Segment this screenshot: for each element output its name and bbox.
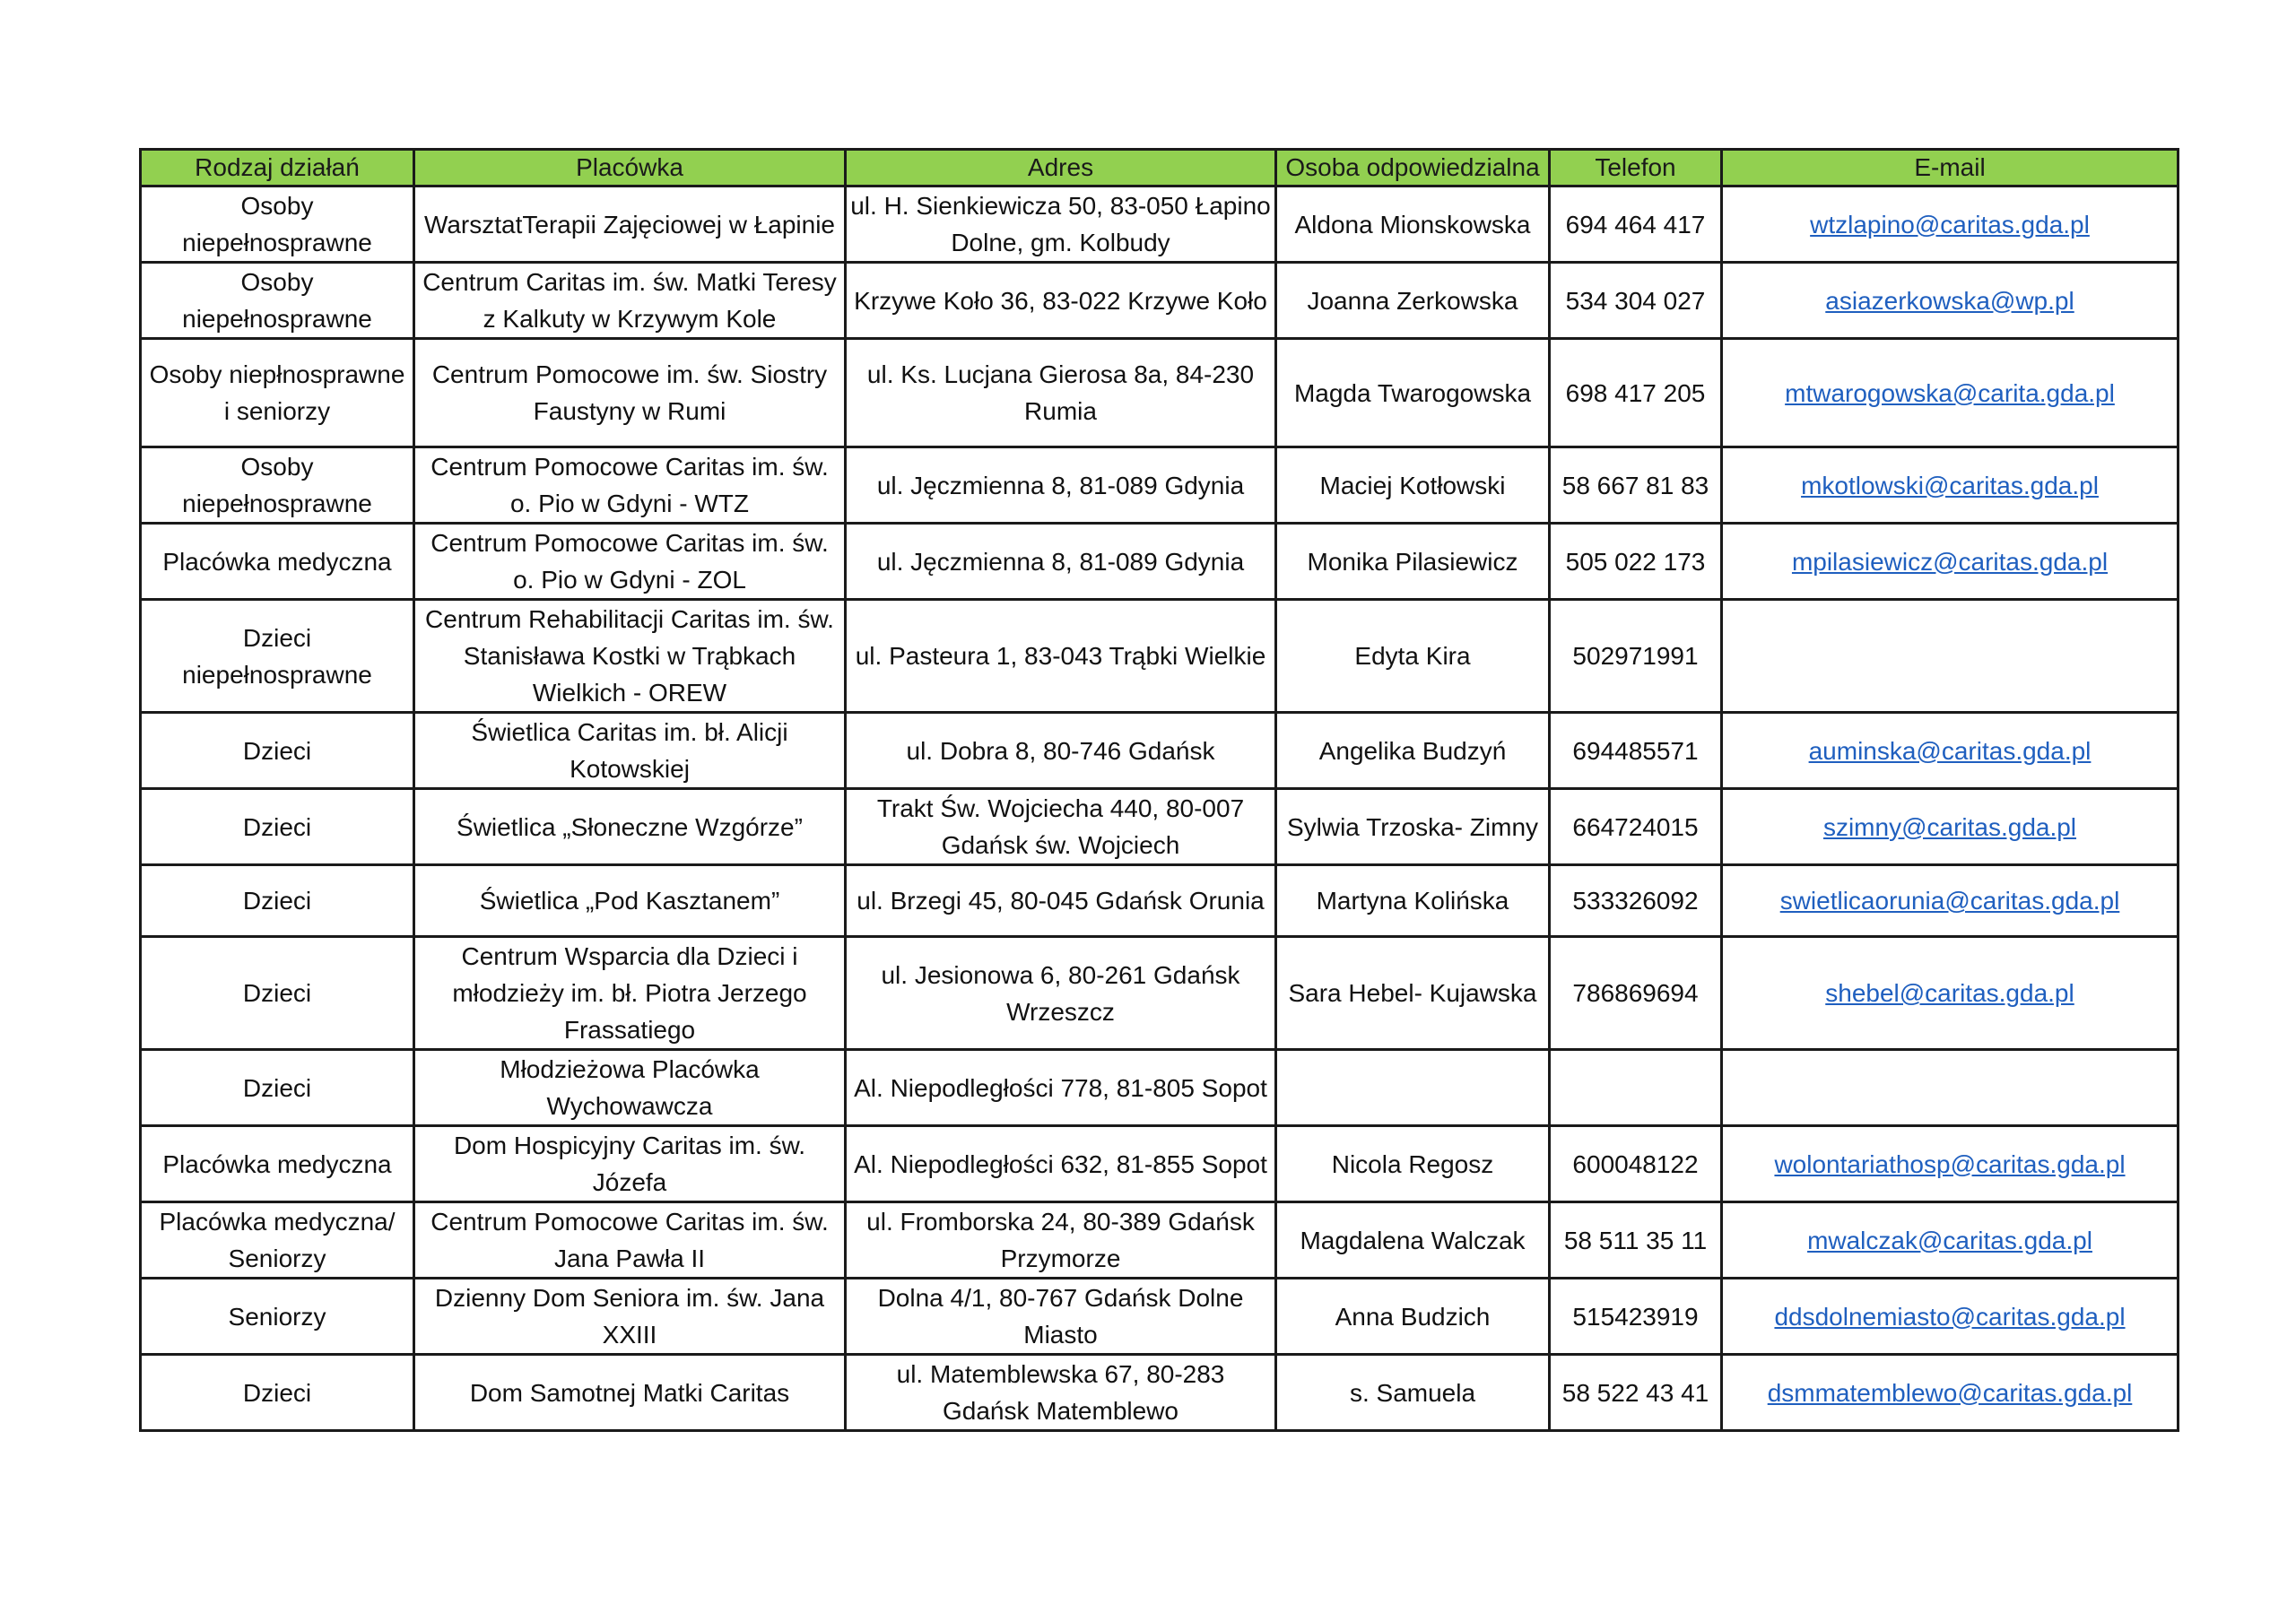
cell-placowka: Centrum Pomocowe im. św. Siostry Faustyny w Rumi bbox=[414, 339, 846, 447]
cell-rodzaj: Osoby niepełnosprawne bbox=[141, 186, 414, 263]
cell-osoba: Aldona Mionskowska bbox=[1276, 186, 1550, 263]
table-row bbox=[141, 1355, 2179, 1431]
email-link[interactable]: mkotlowski@caritas.gda.pl bbox=[1801, 471, 2099, 499]
cell-placowka: Centrum Pomocowe Caritas im. św. Jana Pawła II bbox=[414, 1202, 846, 1279]
cell-rodzaj: Dzieci bbox=[141, 1050, 414, 1126]
cell-telefon: 58 522 43 41 bbox=[1550, 1355, 1722, 1431]
cell-adres: ul. Jęczmienna 8, 81-089 Gdynia bbox=[846, 447, 1276, 524]
table-row bbox=[141, 937, 2179, 1050]
cell-telefon: 58 511 35 11 bbox=[1550, 1202, 1722, 1279]
cell-rodzaj: Seniorzy bbox=[141, 1279, 414, 1355]
cell-rodzaj: Dzieci bbox=[141, 865, 414, 937]
cell-telefon: 698 417 205 bbox=[1550, 339, 1722, 447]
cell-email bbox=[1722, 1202, 2179, 1279]
cell-telefon: 694 464 417 bbox=[1550, 186, 1722, 263]
cell-placowka: Dzienny Dom Seniora im. św. Jana XXIII bbox=[414, 1279, 846, 1355]
table-row bbox=[141, 865, 2179, 937]
cell-rodzaj: Placówka medyczna/ Seniorzy bbox=[141, 1202, 414, 1279]
cell-adres: ul. Jęczmienna 8, 81-089 Gdynia bbox=[846, 524, 1276, 600]
cell-osoba: Nicola Regosz bbox=[1276, 1126, 1550, 1202]
header-osoba: Osoba odpowiedzialna bbox=[1276, 150, 1550, 186]
cell-email bbox=[1722, 447, 2179, 524]
cell-osoba bbox=[1276, 1050, 1550, 1126]
cell-osoba: Sara Hebel- Kujawska bbox=[1276, 937, 1550, 1050]
cell-placowka: Świetlica „Słoneczne Wzgórze” bbox=[414, 789, 846, 865]
cell-rodzaj: Dzieci niepełnosprawne bbox=[141, 600, 414, 713]
cell-telefon: 533326092 bbox=[1550, 865, 1722, 937]
cell-telefon bbox=[1550, 1050, 1722, 1126]
cell-osoba: Magdalena Walczak bbox=[1276, 1202, 1550, 1279]
cell-osoba: Martyna Kolińska bbox=[1276, 865, 1550, 937]
table-row bbox=[141, 713, 2179, 789]
cell-placowka: Młodzieżowa Placówka Wychowawcza bbox=[414, 1050, 846, 1126]
cell-email bbox=[1722, 186, 2179, 263]
table-row bbox=[141, 524, 2179, 600]
cell-osoba: s. Samuela bbox=[1276, 1355, 1550, 1431]
header-telefon: Telefon bbox=[1550, 150, 1722, 186]
email-link[interactable]: mpilasiewicz@caritas.gda.pl bbox=[1791, 547, 2109, 576]
email-link[interactable]: auminska@caritas.gda.pl bbox=[1808, 736, 2092, 765]
cell-rodzaj: Osoby niepłnosprawne i seniorzy bbox=[141, 339, 414, 447]
cell-adres: ul. H. Sienkiewicza 50, 83-050 Łapino Dolne, gm. Kolbudy bbox=[846, 186, 1276, 263]
cell-adres: Al. Niepodległości 632, 81-855 Sopot bbox=[846, 1126, 1276, 1202]
cell-telefon: 502971991 bbox=[1550, 600, 1722, 713]
table-row bbox=[141, 186, 2179, 263]
cell-adres: ul. Fromborska 24, 80-389 Gdańsk Przymorze bbox=[846, 1202, 1276, 1279]
cell-email bbox=[1722, 339, 2179, 447]
document-page bbox=[139, 148, 2177, 1432]
cell-telefon: 600048122 bbox=[1550, 1126, 1722, 1202]
cell-telefon: 58 667 81 83 bbox=[1550, 447, 1722, 524]
table-row bbox=[141, 1050, 2179, 1126]
cell-osoba: Edyta Kira bbox=[1276, 600, 1550, 713]
table-row bbox=[141, 339, 2179, 447]
cell-email bbox=[1722, 1279, 2179, 1355]
cell-adres: ul. Matemblewska 67, 80-283 Gdańsk Matemblewo bbox=[846, 1355, 1276, 1431]
cell-adres: ul. Brzegi 45, 80-045 Gdańsk Orunia bbox=[846, 865, 1276, 937]
cell-adres: Trakt Św. Wojciecha 440, 80-007 Gdańsk św. Wojciech bbox=[846, 789, 1276, 865]
email-link[interactable]: wtzlapino@caritas.gda.pl bbox=[1810, 210, 2090, 239]
cell-adres: ul. Dobra 8, 80-746 Gdańsk bbox=[846, 713, 1276, 789]
cell-rodzaj: Placówka medyczna bbox=[141, 524, 414, 600]
table-row bbox=[141, 789, 2179, 865]
cell-osoba: Magda Twarogowska bbox=[1276, 339, 1550, 447]
email-link[interactable]: szimny@caritas.gda.pl bbox=[1822, 812, 2077, 841]
cell-adres: Dolna 4/1, 80-767 Gdańsk Dolne Miasto bbox=[846, 1279, 1276, 1355]
cell-rodzaj: Osoby niepełnosprawne bbox=[141, 263, 414, 339]
cell-email bbox=[1722, 789, 2179, 865]
cell-email bbox=[1722, 600, 2179, 713]
cell-email bbox=[1722, 524, 2179, 600]
cell-osoba: Angelika Budzyń bbox=[1276, 713, 1550, 789]
cell-telefon: 786869694 bbox=[1550, 937, 1722, 1050]
table-row bbox=[141, 600, 2179, 713]
cell-placowka: Dom Hospicyjny Caritas im. św. Józefa bbox=[414, 1126, 846, 1202]
cell-placowka: Centrum Pomocowe Caritas im. św. o. Pio w Gdyni - WTZ bbox=[414, 447, 846, 524]
email-link[interactable]: wolontariathosp@caritas.gda.pl bbox=[1774, 1149, 2126, 1178]
cell-email bbox=[1722, 865, 2179, 937]
email-link[interactable]: ddsdolnemiasto@caritas.gda.pl bbox=[1774, 1302, 2126, 1331]
cell-rodzaj: Osoby niepełnosprawne bbox=[141, 447, 414, 524]
cell-placowka: Centrum Pomocowe Caritas im. św. o. Pio w Gdyni - ZOL bbox=[414, 524, 846, 600]
cell-rodzaj: Placówka medyczna bbox=[141, 1126, 414, 1202]
cell-osoba: Joanna Zerkowska bbox=[1276, 263, 1550, 339]
contacts-table bbox=[139, 148, 2179, 1432]
email-link[interactable]: dsmmatemblewo@caritas.gda.pl bbox=[1767, 1378, 2133, 1407]
email-link[interactable]: mtwarogowska@carita.gda.pl bbox=[1785, 378, 2115, 407]
cell-adres: ul. Pasteura 1, 83-043 Trąbki Wielkie bbox=[846, 600, 1276, 713]
cell-rodzaj: Dzieci bbox=[141, 937, 414, 1050]
cell-rodzaj: Dzieci bbox=[141, 1355, 414, 1431]
header-row bbox=[141, 150, 2179, 186]
cell-placowka: Centrum Rehabilitacji Caritas im. św. Stanisława Kostki w Trąbkach Wielkich - OREW bbox=[414, 600, 846, 713]
header-email: E-mail bbox=[1722, 150, 2179, 186]
table-row bbox=[141, 1279, 2179, 1355]
cell-placowka: Dom Samotnej Matki Caritas bbox=[414, 1355, 846, 1431]
email-link[interactable]: mwalczak@caritas.gda.pl bbox=[1807, 1226, 2092, 1254]
cell-adres: Al. Niepodległości 778, 81-805 Sopot bbox=[846, 1050, 1276, 1126]
cell-email bbox=[1722, 263, 2179, 339]
cell-rodzaj: Dzieci bbox=[141, 789, 414, 865]
email-link[interactable]: swietlicaorunia@caritas.gda.pl bbox=[1779, 887, 2120, 915]
cell-adres: ul. Jesionowa 6, 80-261 Gdańsk Wrzeszcz bbox=[846, 937, 1276, 1050]
cell-placowka: WarsztatTerapii Zajęciowej w Łapinie bbox=[414, 186, 846, 263]
cell-osoba: Maciej Kotłowski bbox=[1276, 447, 1550, 524]
cell-adres: ul. Ks. Lucjana Gierosa 8a, 84-230 Rumia bbox=[846, 339, 1276, 447]
cell-osoba: Monika Pilasiewicz bbox=[1276, 524, 1550, 600]
cell-adres: Krzywe Koło 36, 83-022 Krzywe Koło bbox=[846, 263, 1276, 339]
cell-rodzaj: Dzieci bbox=[141, 713, 414, 789]
cell-placowka: Centrum Wsparcia dla Dzieci i młodzieży im. bł. Piotra Jerzego Frassatiego bbox=[414, 937, 846, 1050]
cell-telefon: 515423919 bbox=[1550, 1279, 1722, 1355]
cell-email bbox=[1722, 1355, 2179, 1431]
header-adres: Adres bbox=[846, 150, 1276, 186]
email-link[interactable]: shebel@caritas.gda.pl bbox=[1825, 979, 2074, 1007]
cell-placowka: Świetlica Caritas im. bł. Alicji Kotowskiej bbox=[414, 713, 846, 789]
cell-email bbox=[1722, 937, 2179, 1050]
email-link[interactable]: asiazerkowska@wp.pl bbox=[1825, 286, 2074, 315]
cell-email bbox=[1722, 1126, 2179, 1202]
table-row bbox=[141, 263, 2179, 339]
cell-telefon: 534 304 027 bbox=[1550, 263, 1722, 339]
cell-placowka: Centrum Caritas im. św. Matki Teresy z Kalkuty w Krzywym Kole bbox=[414, 263, 846, 339]
cell-email bbox=[1722, 1050, 2179, 1126]
table-row bbox=[141, 447, 2179, 524]
cell-osoba: Anna Budzich bbox=[1276, 1279, 1550, 1355]
header-placowka: Placówka bbox=[414, 150, 846, 186]
cell-telefon: 694485571 bbox=[1550, 713, 1722, 789]
table-row bbox=[141, 1126, 2179, 1202]
cell-osoba: Sylwia Trzoska- Zimny bbox=[1276, 789, 1550, 865]
cell-telefon: 664724015 bbox=[1550, 789, 1722, 865]
header-rodzaj: Rodzaj działań bbox=[141, 150, 414, 186]
cell-telefon: 505 022 173 bbox=[1550, 524, 1722, 600]
cell-email bbox=[1722, 713, 2179, 789]
cell-placowka: Świetlica „Pod Kasztanem” bbox=[414, 865, 846, 937]
table-row bbox=[141, 1202, 2179, 1279]
